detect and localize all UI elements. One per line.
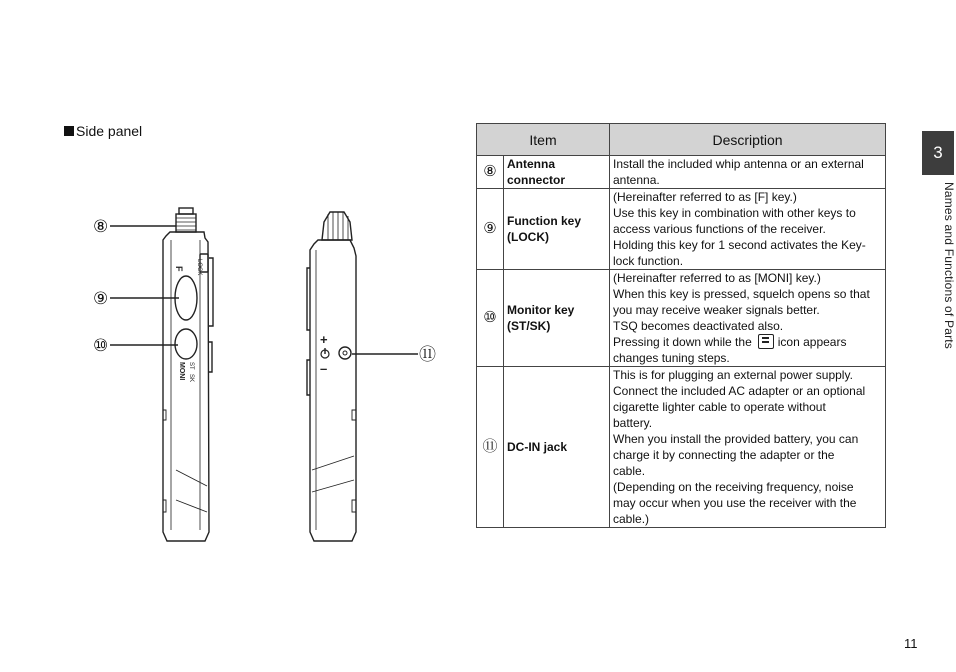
description-cell: (Hereinafter referred to as [F] key.) Use this key in combination with other keys to access various functions of the receiver. Holding this key for 1 second activates the Key- lock function. bbox=[610, 189, 886, 270]
moni-label: MONI bbox=[178, 362, 185, 381]
callout-11: ⑪ bbox=[419, 345, 436, 364]
callout-8: ⑧ bbox=[93, 217, 109, 236]
left-device-body bbox=[163, 232, 209, 541]
table-row bbox=[477, 156, 886, 189]
dc-in-jack bbox=[339, 347, 351, 359]
antenna-connector bbox=[176, 214, 196, 232]
item-cell: Antenna connector bbox=[504, 156, 610, 189]
item-header: Item bbox=[477, 124, 610, 156]
minus-label: – bbox=[320, 361, 328, 376]
table-header-row bbox=[477, 124, 886, 156]
description-header: Description bbox=[610, 124, 886, 156]
item-cell: Monitor key (ST/SK) bbox=[504, 270, 610, 367]
page-number: 11 bbox=[904, 636, 918, 651]
row-number: ⑪ bbox=[477, 367, 504, 528]
monitor-key bbox=[175, 329, 197, 359]
parts-table bbox=[476, 123, 886, 528]
sk-label: SK bbox=[188, 374, 194, 383]
f-key-label: F bbox=[174, 266, 184, 272]
table-row bbox=[477, 189, 886, 270]
table-row bbox=[477, 270, 886, 367]
item-cell: DC-IN jack bbox=[504, 367, 610, 528]
description-cell: (Hereinafter referred to as [MONI] key.) When this key is pressed, squelch opens so that you may receive weaker signals better. TSQ becomes deactivated also. Pressing it down while the icon appears changes tuning steps. bbox=[610, 270, 886, 367]
description-cell: This is for plugging an external power supply. Connect the included AC adapter or an optional cigarette lighter cable to operate without battery. When you install the provided battery, you can charge it by connecting the adapter or the cable. (Depending on the receiving frequency, noise may occur when you use the receiver with the cable.) bbox=[610, 367, 886, 528]
section-title-text: Side panel bbox=[76, 123, 143, 139]
chapter-title: Names and Functions of Parts bbox=[942, 182, 956, 350]
antenna-knob bbox=[322, 212, 352, 240]
row-number: ⑧ bbox=[477, 156, 504, 189]
plus-label: + bbox=[320, 332, 328, 347]
table-row bbox=[477, 367, 886, 528]
callout-10: ⑩ bbox=[93, 336, 109, 355]
chapter-tab: 3 bbox=[922, 131, 954, 175]
lock-label: LOCK bbox=[196, 259, 202, 276]
row-number: ⑨ bbox=[477, 189, 504, 270]
st-label: ST bbox=[188, 362, 194, 370]
callout-9: ⑨ bbox=[93, 289, 109, 308]
right-device-body bbox=[310, 240, 356, 541]
item-cell: Function key (LOCK) bbox=[504, 189, 610, 270]
f-function-icon bbox=[758, 334, 774, 349]
row-number: ⑩ bbox=[477, 270, 504, 367]
description-cell: Install the included whip antenna or an external antenna. bbox=[610, 156, 886, 189]
